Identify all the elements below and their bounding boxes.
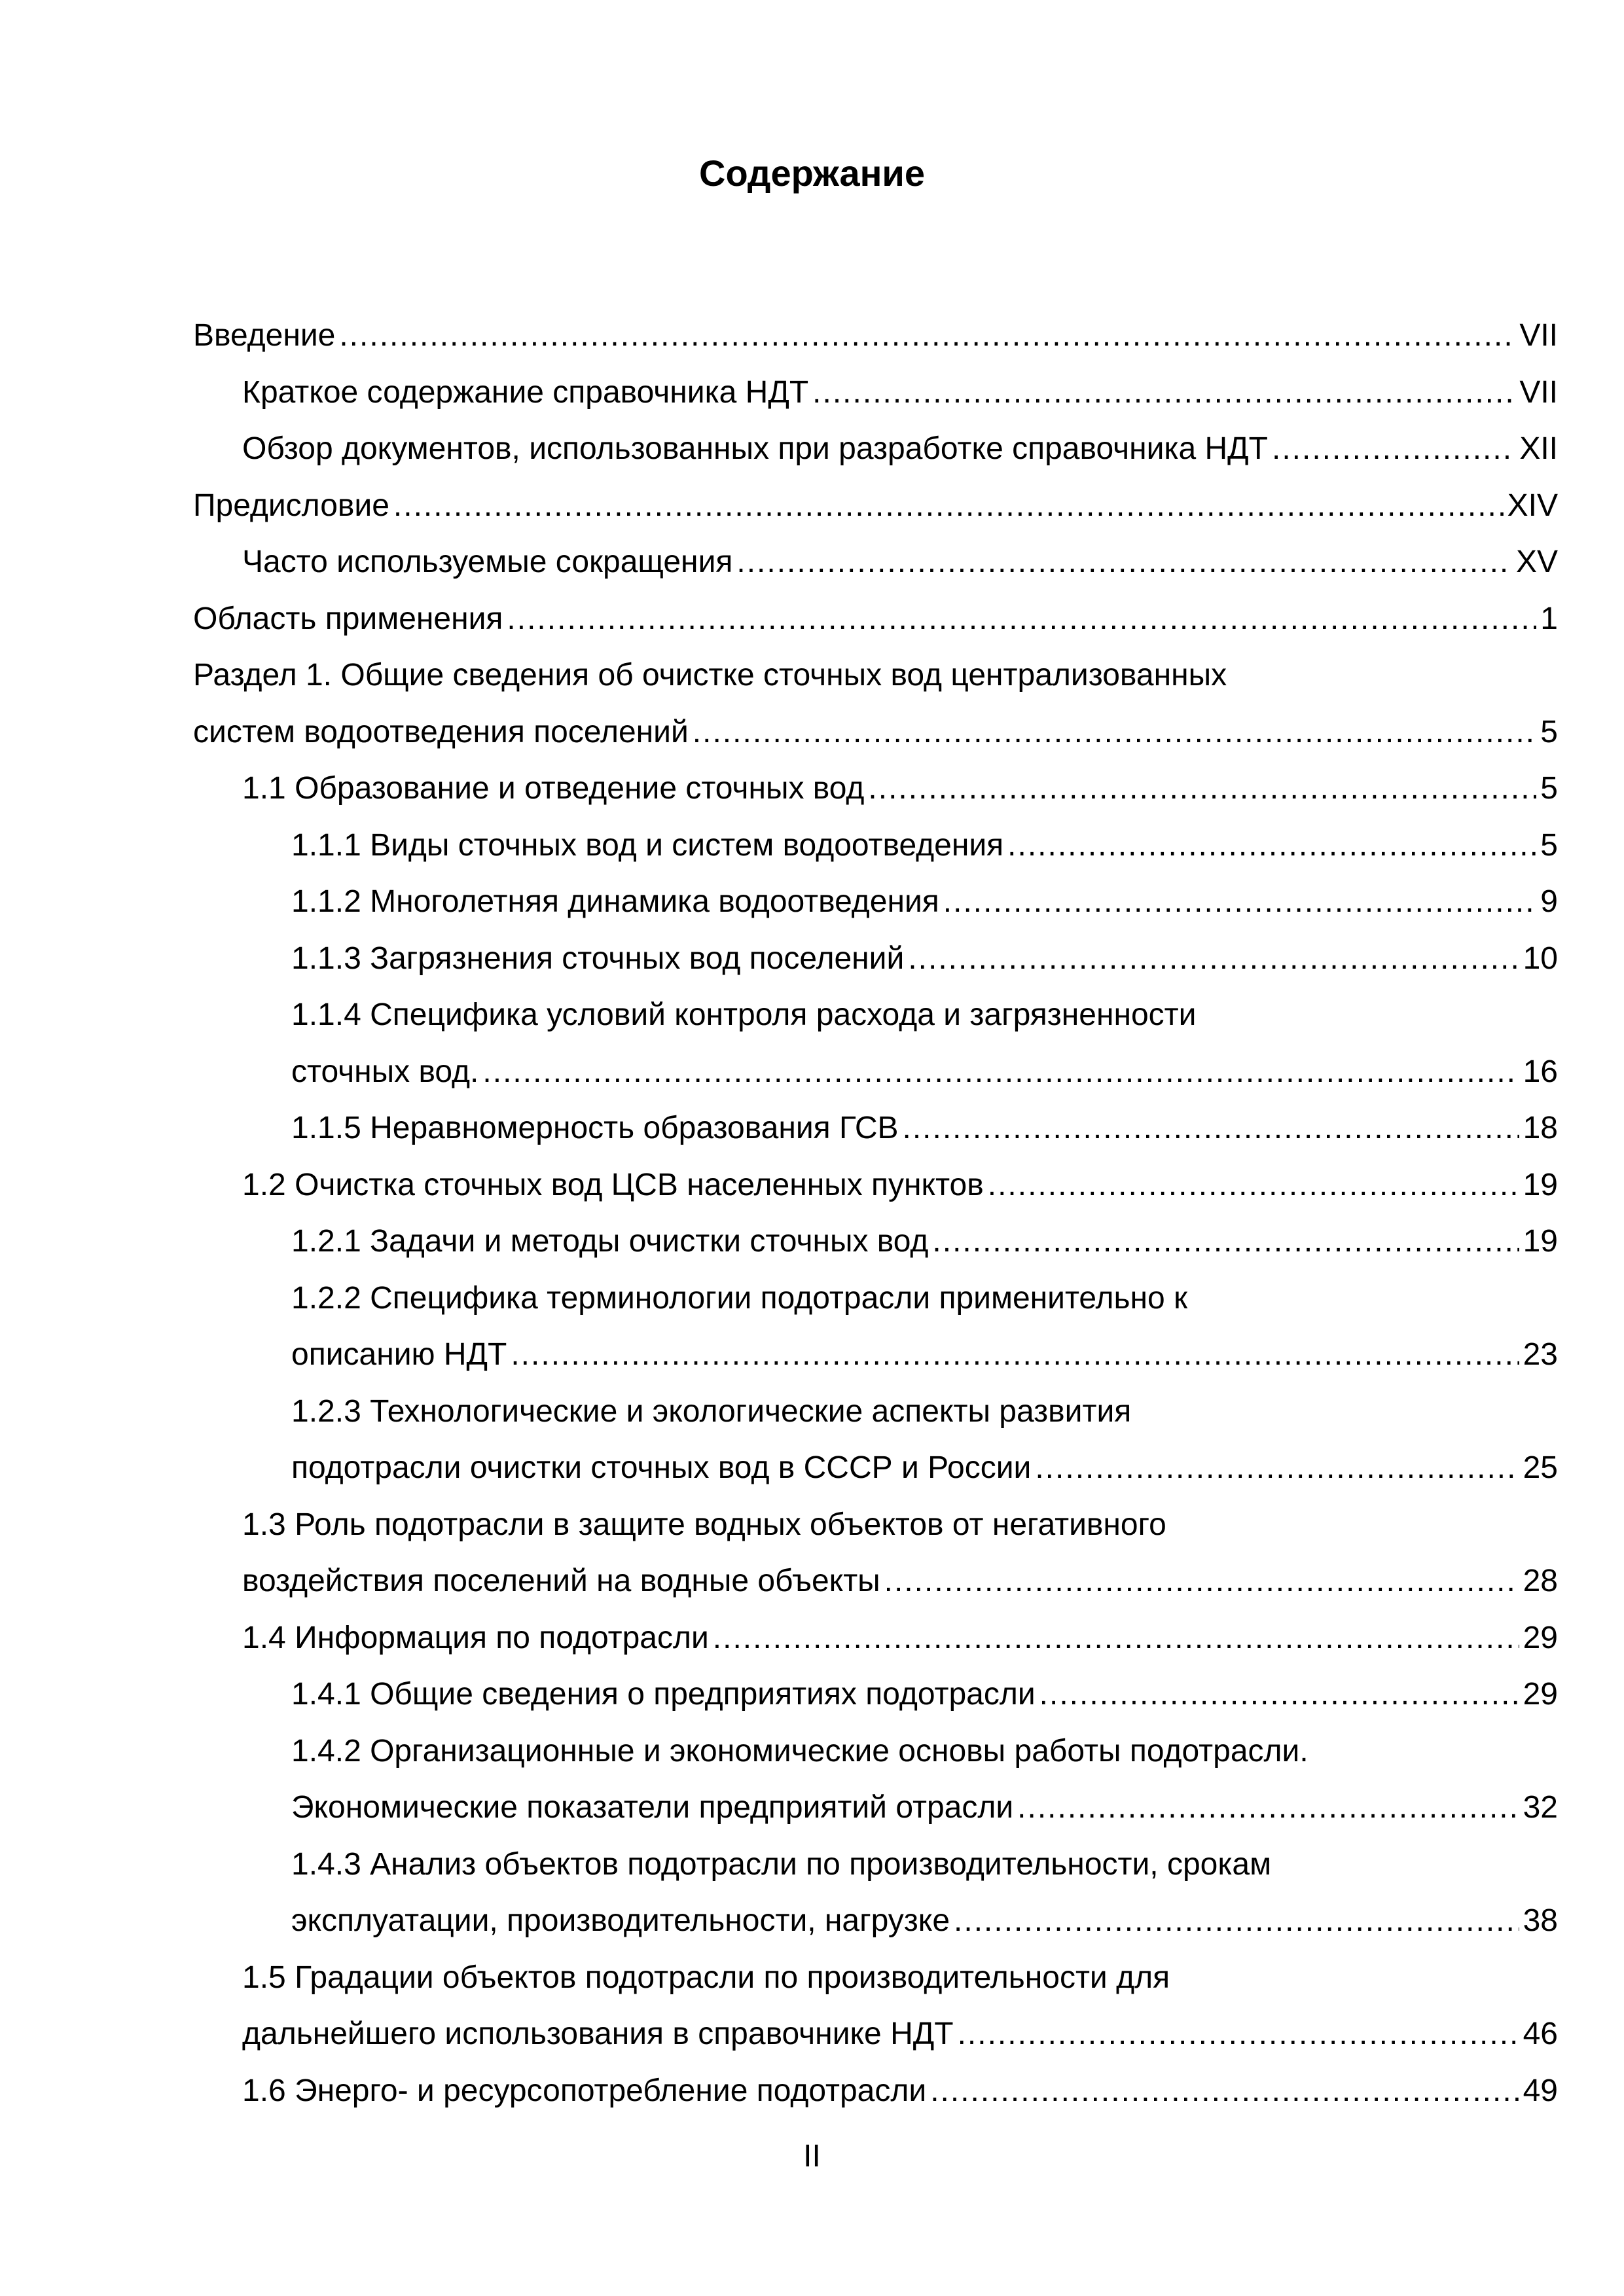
toc-page-number: 9 — [1540, 884, 1558, 919]
toc-page-number: 5 — [1540, 714, 1558, 749]
toc-entry-title: 1.2.1 Задачи и методы очистки сточных вод — [291, 1224, 929, 1259]
toc-entry-line — [291, 1837, 1558, 1893]
dot-leader — [736, 534, 1512, 591]
toc-entry-title: эксплуатации, производительности, нагрузке — [291, 1903, 950, 1938]
toc-entry-line — [242, 365, 1558, 422]
toc-page-number: 25 — [1523, 1450, 1558, 1485]
toc-entry-line — [242, 2063, 1558, 2120]
toc-entry-title: 1.3 Роль подотрасли в защите водных объектов от негативного — [242, 1507, 1166, 1542]
dot-leader — [339, 308, 1515, 365]
toc-entry-title: Краткое содержание справочника НДТ — [242, 374, 809, 410]
toc-entry[interactable] — [193, 2063, 1558, 2120]
toc-entry-title: 1.4 Информация по подотрасли — [242, 1620, 709, 1655]
toc-entry[interactable] — [193, 987, 1558, 1100]
toc-entry-line — [291, 1100, 1558, 1157]
toc-entry[interactable] — [193, 308, 1558, 365]
toc-entry-title: 1.6 Энерго- и ресурсопотребление подотрасли — [242, 2073, 927, 2108]
toc-entry-line — [242, 1157, 1558, 1214]
toc-page-number: 46 — [1523, 2017, 1558, 2051]
toc-entry-title: 1.1 Образование и отведение сточных вод — [242, 771, 865, 806]
toc-page-number: 28 — [1523, 1564, 1558, 1598]
toc-entry[interactable] — [193, 591, 1558, 648]
toc-entry-title: сточных вод. — [291, 1054, 479, 1089]
dot-leader — [1017, 1780, 1519, 1837]
toc-entry[interactable] — [193, 1270, 1558, 1384]
toc-entry-line — [242, 2006, 1558, 2063]
toc-page-number: 38 — [1523, 1903, 1558, 1938]
dot-leader — [713, 1610, 1519, 1667]
toc-entry[interactable] — [193, 1837, 1558, 1950]
toc-entry[interactable] — [193, 421, 1558, 478]
toc-entry[interactable] — [193, 365, 1558, 422]
toc-entry-line — [242, 534, 1558, 591]
dot-leader — [868, 761, 1536, 817]
dot-leader — [507, 591, 1536, 648]
toc-entry-title: описанию НДТ — [291, 1337, 507, 1372]
dot-leader — [1272, 421, 1515, 478]
toc-entry-title: 1.4.2 Организационные и экономические основы работы подотрасли. — [291, 1733, 1308, 1768]
toc-page-number: VII — [1519, 374, 1558, 410]
toc-entry[interactable] — [193, 1666, 1558, 1723]
table-of-contents — [193, 308, 1558, 2119]
dot-leader — [932, 1213, 1519, 1270]
toc-page-number: 32 — [1523, 1790, 1558, 1825]
toc-entry-line — [242, 1610, 1558, 1667]
toc-entry-line — [291, 1723, 1558, 1780]
dot-leader — [903, 1100, 1519, 1157]
toc-entry-title: 1.1.1 Виды сточных вод и систем водоотведения — [291, 827, 1004, 863]
toc-entry-line — [242, 761, 1558, 817]
toc-entry-title: Экономические показатели предприятий отрасли — [291, 1790, 1014, 1825]
toc-entry-line — [291, 931, 1558, 988]
toc-entry[interactable] — [193, 761, 1558, 817]
toc-entry-title: 1.1.5 Неравномерность образования ГСВ — [291, 1111, 899, 1145]
dot-leader — [988, 1157, 1519, 1214]
toc-entry-title: воздействия поселений на водные объекты — [242, 1564, 880, 1598]
toc-entry[interactable] — [193, 1213, 1558, 1270]
dot-leader — [511, 1327, 1519, 1384]
toc-entry-line — [291, 817, 1558, 874]
dot-leader — [1039, 1666, 1519, 1723]
toc-entry[interactable] — [193, 874, 1558, 931]
toc-page-number: 19 — [1523, 1224, 1558, 1259]
toc-entry-title: 1.2.3 Технологические и экологические аспекты развития — [291, 1393, 1132, 1429]
dot-leader — [908, 931, 1519, 988]
toc-entry-line — [242, 1497, 1558, 1554]
toc-page-number: 49 — [1523, 2073, 1558, 2108]
toc-page-number: 29 — [1523, 1620, 1558, 1655]
dot-leader — [954, 1893, 1519, 1950]
toc-entry[interactable] — [193, 534, 1558, 591]
toc-entry-title: 1.2 Очистка сточных вод ЦСВ населенных пунктов — [242, 1167, 984, 1202]
toc-entry-line — [291, 1213, 1558, 1270]
toc-entry-line — [242, 421, 1558, 478]
toc-entry-title: подотрасли очистки сточных вод в СССР и России — [291, 1450, 1032, 1485]
toc-page-number: 1 — [1540, 601, 1558, 636]
toc-entry-line — [291, 1440, 1558, 1497]
dot-leader — [393, 478, 1504, 535]
toc-page-number: 29 — [1523, 1677, 1558, 1712]
dot-leader — [958, 2006, 1519, 2063]
toc-entry[interactable] — [193, 1497, 1558, 1610]
toc-entry-title: 1.1.3 Загрязнения сточных вод поселений — [291, 941, 905, 976]
toc-entry[interactable] — [193, 1723, 1558, 1837]
toc-entry[interactable] — [193, 931, 1558, 988]
toc-entry-title: 1.4.3 Анализ объектов подотрасли по производительности, срокам — [291, 1846, 1272, 1882]
toc-entry-title: 1.1.2 Многолетняя динамика водоотведения — [291, 884, 939, 919]
dot-leader — [1035, 1440, 1519, 1497]
toc-entry[interactable] — [193, 817, 1558, 874]
toc-page-number: XV — [1515, 545, 1558, 579]
toc-entry-title: Предисловие — [193, 488, 389, 523]
toc-entry[interactable] — [193, 1157, 1558, 1214]
dot-leader — [693, 704, 1537, 761]
toc-entry-line — [291, 1384, 1558, 1441]
toc-entry-line — [242, 1950, 1558, 2007]
toc-entry-line — [193, 704, 1558, 761]
toc-entry[interactable] — [193, 478, 1558, 535]
toc-entry-line — [193, 591, 1558, 648]
toc-entry-title: 1.5 Градации объектов подотрасли по производительности для — [242, 1960, 1170, 1995]
toc-entry-title: дальнейшего использования в справочнике НДТ — [242, 2017, 954, 2051]
toc-page-number: XIV — [1507, 488, 1558, 523]
toc-page-number: 23 — [1523, 1337, 1558, 1372]
toc-page-number: 19 — [1523, 1167, 1558, 1202]
toc-entry-line — [193, 308, 1558, 365]
toc-entry-title: Обзор документов, использованных при разработке справочника НДТ — [242, 431, 1268, 466]
dot-leader — [884, 1553, 1519, 1610]
toc-entry-title: 1.2.2 Специфика терминологии подотрасли применительно к — [291, 1280, 1188, 1316]
toc-page-number: 10 — [1523, 941, 1558, 976]
dot-leader — [943, 874, 1537, 931]
dot-leader — [812, 365, 1515, 422]
toc-entry-line — [291, 874, 1558, 931]
toc-entry-title: Раздел 1. Общие сведения об очистке сточных вод централизованных — [193, 658, 1227, 692]
toc-entry[interactable] — [193, 647, 1558, 761]
toc-page-number: 18 — [1523, 1111, 1558, 1145]
toc-entry[interactable] — [193, 1610, 1558, 1667]
toc-page-number: 5 — [1540, 771, 1558, 806]
toc-entry-line — [291, 1780, 1558, 1837]
toc-entry-title: Область применения — [193, 601, 503, 636]
toc-entry-line — [242, 1553, 1558, 1610]
toc-entry-line — [193, 647, 1558, 704]
toc-entry-line — [291, 1893, 1558, 1950]
toc-page-number: 5 — [1540, 827, 1558, 863]
toc-entry[interactable] — [193, 1384, 1558, 1497]
toc-entry-line — [193, 478, 1558, 535]
page-title: Содержание — [699, 152, 925, 194]
toc-page-number: XII — [1519, 431, 1558, 466]
page-number: II — [803, 2139, 821, 2174]
toc-entry-title: 1.4.1 Общие сведения о предприятиях подотрасли — [291, 1677, 1036, 1712]
toc-entry-line — [291, 1666, 1558, 1723]
toc-entry[interactable] — [193, 1100, 1558, 1157]
toc-entry-title: 1.1.4 Специфика условий контроля расхода и загрязненности — [291, 997, 1197, 1032]
toc-entry-title: Введение — [193, 318, 336, 353]
toc-entry-title: Часто используемые сокращения — [242, 545, 733, 579]
toc-entry-line — [291, 1270, 1558, 1327]
toc-page-number: VII — [1519, 318, 1558, 353]
dot-leader — [482, 1044, 1519, 1101]
toc-entry[interactable] — [193, 1950, 1558, 2063]
toc-page-number: 16 — [1523, 1054, 1558, 1089]
dot-leader — [1007, 817, 1536, 874]
toc-entry-title: систем водоотведения поселений — [193, 714, 689, 749]
toc-entry-line — [291, 1327, 1558, 1384]
toc-entry-line — [291, 987, 1558, 1044]
dot-leader — [930, 2063, 1519, 2120]
toc-entry-line — [291, 1044, 1558, 1101]
